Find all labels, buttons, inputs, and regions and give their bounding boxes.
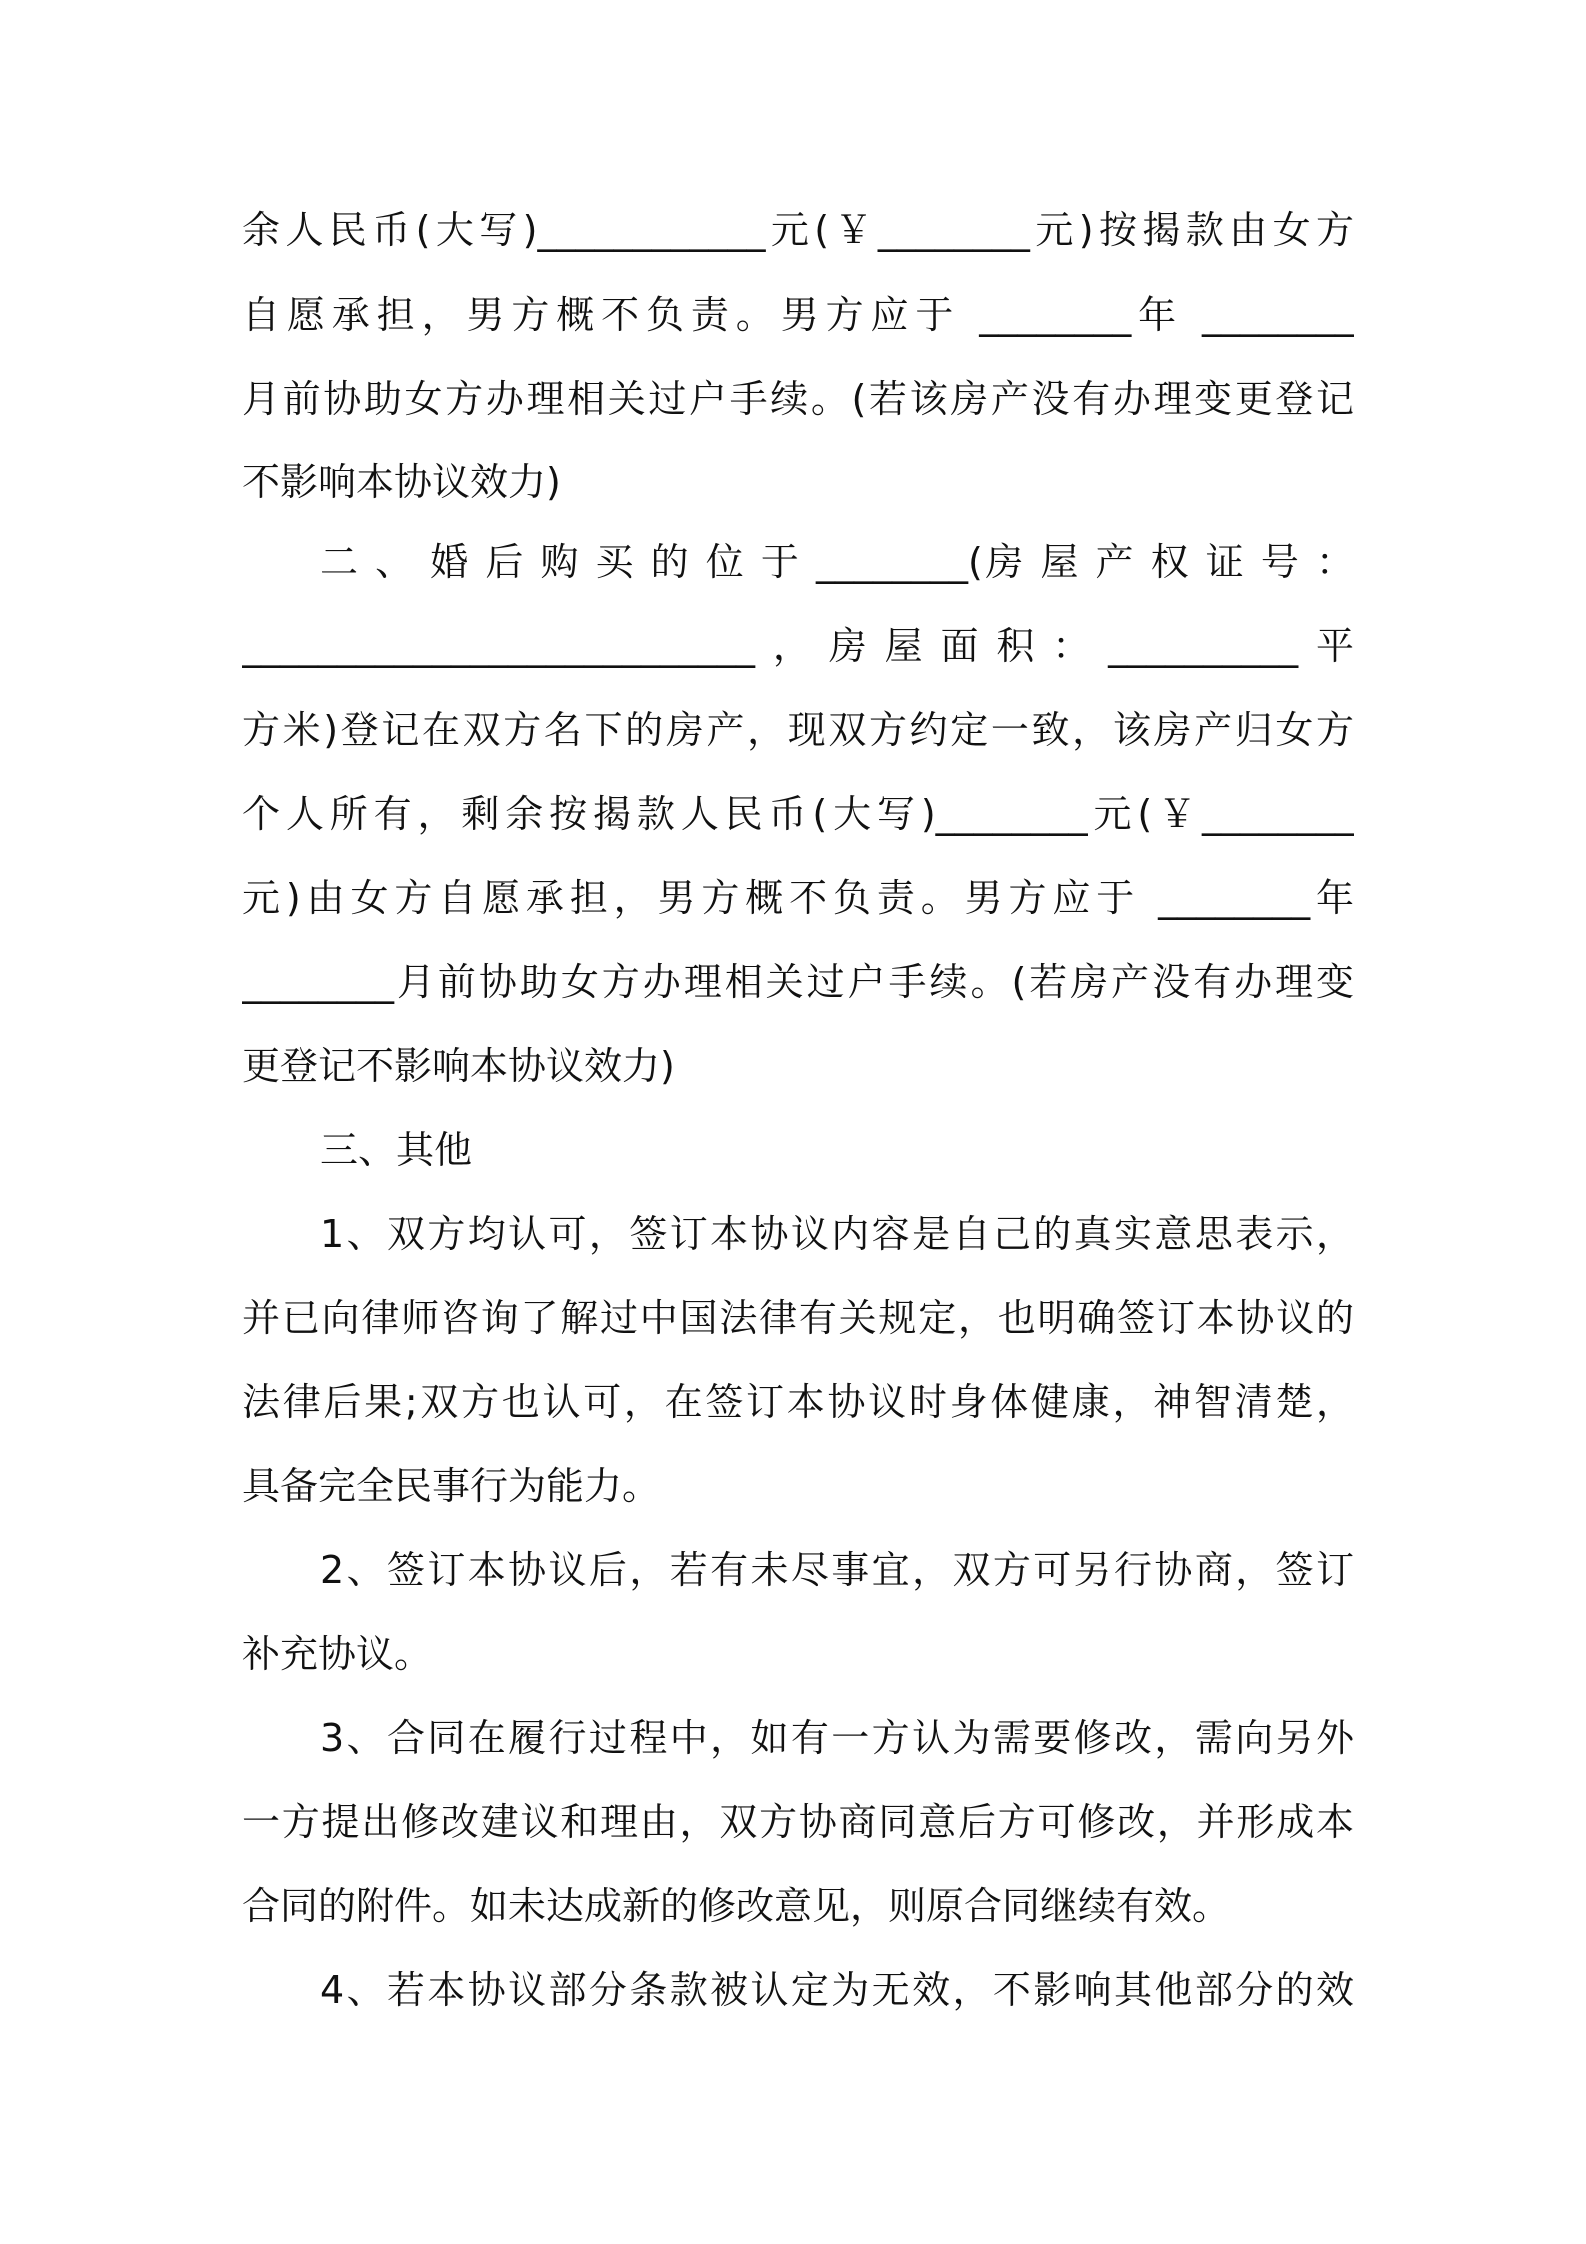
clause-1-line: 法律后果;双方也认可，在签订本协议时身体健康，神智清楚， [242, 1380, 1354, 1424]
text-line: 自愿承担，男方概不负责。男方应于 ________年 ________ [242, 293, 1354, 337]
section-heading: 三、其他 [320, 1128, 473, 1172]
section-heading: 二 、 婚 后 购 买 的 位 于 ________(房 屋 产 权 证 号 ： [320, 540, 1354, 584]
text-line: 月前协助女方办理相关过户手续。(若该房产没有办理变更登记 [242, 377, 1354, 421]
clause-1-line: 具备完全民事行为能力。 [242, 1464, 661, 1508]
text-line: ________月前协助女方办理相关过户手续。(若房产没有办理变 [242, 960, 1354, 1004]
clause-3-line: 一方提出修改建议和理由，双方协商同意后方可修改，并形成本 [242, 1800, 1354, 1844]
clause-1-line: 并已向律师咨询了解过中国法律有关规定，也明确签订本协议的 [242, 1296, 1354, 1340]
clause-1-line: 1、双方均认可，签订本协议内容是自己的真实意思表示， [320, 1212, 1354, 1256]
clause-2-line: 补充协议。 [242, 1632, 433, 1676]
text-line: 方米)登记在双方名下的房产，现双方约定一致，该房产归女方 [242, 708, 1354, 752]
clause-3-line: 合同的附件。如未达成新的修改意见，则原合同继续有效。 [242, 1884, 1231, 1928]
clause-4-line: 4、若本协议部分条款被认定为无效，不影响其他部分的效 [320, 1968, 1354, 2012]
text-line: ___________________________，房屋面积：__________平 [242, 624, 1354, 668]
text-line: 更登记不影响本协议效力) [242, 1044, 675, 1088]
text-line: 元)由女方自愿承担，男方概不负责。男方应于 ________年 [242, 876, 1354, 920]
text-line: 不影响本协议效力) [242, 460, 561, 504]
text-line: 余人民币(大写)____________元(￥________元)按揭款由女方 [242, 208, 1354, 252]
text-line: 个人所有，剩余按揭款人民币(大写)________元(￥________ [242, 792, 1354, 836]
clause-2-line: 2、签订本协议后，若有未尽事宜，双方可另行协商，签订 [320, 1548, 1354, 1592]
clause-3-line: 3、合同在履行过程中，如有一方认为需要修改，需向另外 [320, 1716, 1354, 1760]
